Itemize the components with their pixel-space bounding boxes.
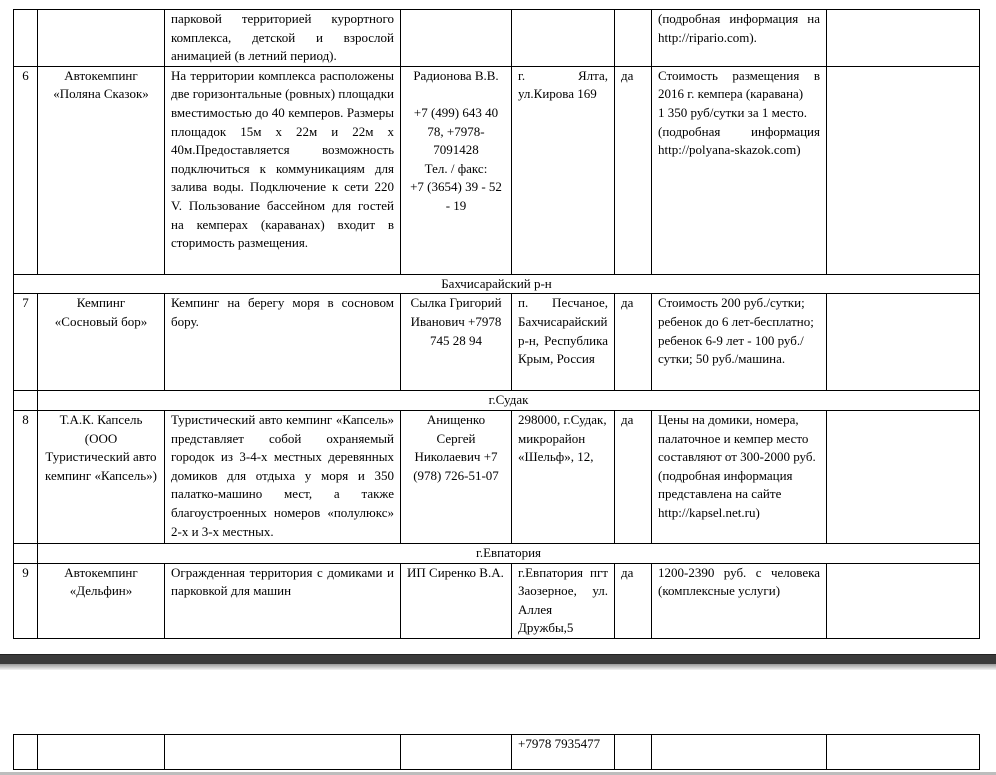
description-cell: парковой территорией курортного комплекса, детской и взрослой анимацией (в летний период). (165, 10, 401, 67)
region-heading: г.Судак (38, 391, 980, 411)
price-cell: Стоимость 200 руб./сутки; ребенок до 6 лет-бесплатно; ребенок 6-9 лет - 100 руб./сутки; 50 руб./машина. (652, 294, 827, 391)
camp-name: Автокемпинг «Поляна Сказок» (38, 66, 165, 274)
address-cell: г. Ялта, ул.Кирова 169 (512, 66, 615, 274)
price-cell: 1200-2390 руб. с человека (комплексные услуги) (652, 563, 827, 638)
address-cell: п. Песчаное, Бахчисарайский р-н, Республика Крым, Россия (512, 294, 615, 391)
region-row (14, 274, 980, 294)
row-number: 9 (14, 563, 38, 638)
contact-cell: Анищенко Сергей Николаевич +7 (978) 726-51-07 (401, 410, 512, 543)
price-cell: (подробная информация на http://ripario.com). (652, 10, 827, 67)
contact-cell: ИП Сиренко В.А. (401, 563, 512, 638)
table-row (14, 294, 980, 391)
camp-name: Т.А.К. Капсель (ООО Туристический авто кемпинг «Капсель») (38, 410, 165, 543)
description-cell: Кемпинг на берегу моря в сосновом бору. (165, 294, 401, 391)
region-row (14, 391, 980, 411)
table-row (14, 10, 980, 67)
table-row (14, 735, 980, 770)
camp-name: Кемпинг «Сосновый бор» (38, 294, 165, 391)
table-row (14, 66, 980, 274)
page-separator-shadow (0, 664, 996, 670)
flag-cell: да (615, 410, 652, 543)
row-number: 6 (14, 66, 38, 274)
address-cell: +7978 7935477 (512, 735, 615, 770)
row-number: 8 (14, 410, 38, 543)
price-cell: Стоимость размещения в 2016 г. кемпера (каравана) 1 350 руб/сутки за 1 место. (подробная информация http://polyana-skazok.com) (652, 66, 827, 274)
description-cell: На территории комплекса расположены две горизонтальные (ровных) площадки вместимостью до 40 кемперов. Размеры площадок 15м х 22м и 22м х 40м.Предоставляется возможность подключиться к коммуникациям для залива воды. Подключение к сети 220 V. Пользование бассейном для гостей на кемперах (караванах) входит в сторимость размещения. (165, 66, 401, 274)
price-cell: Цены на домики, номера, палаточное и кемпер место составляют от 300-2000 руб.(подробная информация представлена на сайте http://kapsel.net.ru) (652, 410, 827, 543)
flag-cell: да (615, 66, 652, 274)
region-heading: Бахчисарайский р-н (14, 274, 980, 294)
flag-cell: да (615, 563, 652, 638)
row-number: 7 (14, 294, 38, 391)
region-row (14, 543, 980, 563)
next-page-table (13, 734, 980, 770)
contact-cell: Сылка Григорий Иванович +7978 745 28 94 (401, 294, 512, 391)
table-row (14, 563, 980, 638)
description-cell: Туристический авто кемпинг «Капсель» представляет собой охраняемый городок из 3-4-х местных деревянных домиков для отдыха у моря и 350 палатко-машино мест, а также благоустроенных номеров «полулюкс» 2-х и 3-х местных. (165, 410, 401, 543)
flag-cell: да (615, 294, 652, 391)
table-row (14, 410, 980, 543)
camp-name: Автокемпинг «Дельфин» (38, 563, 165, 638)
description-cell: Огражденная территория с домиками и парковкой для машин (165, 563, 401, 638)
campsite-table (13, 9, 980, 639)
contact-cell: Радионова В.В. +7 (499) 643 40 78, +7978-7091428 Тел. / факс: +7 (3654) 39 - 52 - 19 (401, 66, 512, 274)
region-heading: г.Евпатория (38, 543, 980, 563)
address-cell: г.Евпатория пгт Заозерное, ул. Аллея Дружбы,5 (512, 563, 615, 638)
address-cell: 298000, г.Судак, микрорайон «Шельф», 12, (512, 410, 615, 543)
